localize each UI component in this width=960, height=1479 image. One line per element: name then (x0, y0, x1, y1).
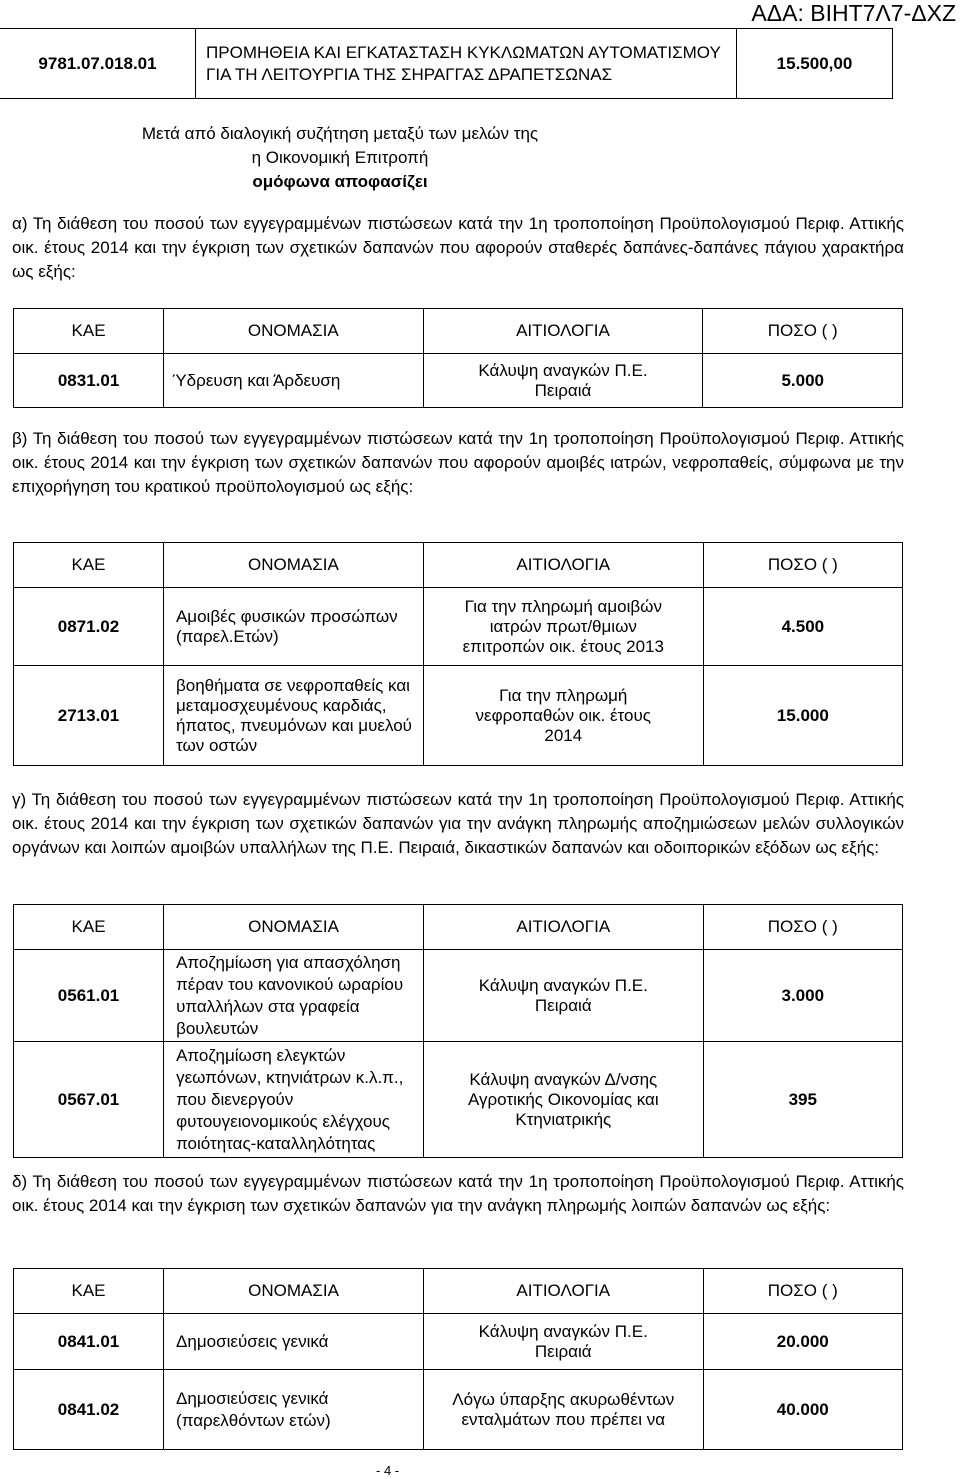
section-d-text: δ) Τη διάθεση του ποσού των εγγεγραμμένων πιστώσεων κατά την 1η τροποποίηση Προϋπολογισμού Περιφ. Αττικής οικ. έτους 2014 και την έγκριση των σχετικών δαπανών για την ανάγκη πληρωμής λοιπών δαπανών ως εξής: (12, 1172, 904, 1215)
name-cell: Δημοσιεύσεις γενικά (164, 1314, 424, 1370)
kae-cell: 0567.01 (14, 1042, 164, 1158)
kae-cell: 0841.01 (14, 1314, 164, 1370)
section-b-table (13, 542, 903, 766)
reason-cell: Κάλυψη αναγκών Π.Ε. Πειραιά (423, 1314, 703, 1370)
header-kae: ΚΑΕ (14, 1269, 164, 1314)
name-cell: βοηθήματα σε νεφροπαθείς και μεταμοσχευμένους καρδιάς, ήπατος, πνευμόνων και μυελού των οστών (163, 666, 423, 766)
amount-cell: 15.000 (703, 666, 902, 766)
header-amount: ΠΟΣΟ ( ) (703, 1269, 902, 1314)
intro-line-2: η Οικονομική Επιτροπή (251, 148, 429, 167)
reason-cell: Κάλυψη αναγκών Δ/νσης Αγροτικής Οικονομίας και Κτηνιατρικής (424, 1042, 703, 1158)
amount-cell: 3.000 (703, 950, 902, 1042)
header-amount: ΠΟΣΟ ( ) (703, 309, 903, 354)
name-cell: Αποζημίωση για απασχόληση πέραν του κανονικού ωραρίου υπαλλήλων στα γραφεία βουλευτών (164, 950, 424, 1042)
amount-cell: 20.000 (703, 1314, 902, 1370)
table-row (14, 1370, 903, 1450)
table-row (14, 666, 903, 766)
section-a-text: α) Τη διάθεση του ποσού των εγγεγραμμένων πιστώσεων κατά την 1η τροποποίηση Προϋπολογισμού Περιφ. Αττικής οικ. έτους 2014 και την έγκριση των σχετικών δαπανών που αφορούν σταθερές δαπάνες-δαπάνες πάγιου χαρακτήρα ως εξής: (12, 214, 904, 281)
header-name: ΟΝΟΜΑΣΙΑ (163, 543, 423, 588)
header-kae: ΚΑΕ (14, 309, 164, 354)
name-cell: Αποζημίωση ελεγκτών γεωπόνων, κτηνιάτρων κ.λ.π., που διενεργούν φυτουγειονομικούς ελέγχους ποιότητας-καταλληλότητας (164, 1042, 424, 1158)
header-name: ΟΝΟΜΑΣΙΑ (164, 905, 424, 950)
header-name: ΟΝΟΜΑΣΙΑ (164, 309, 423, 354)
ada-code: ΑΔΑ: ΒΙΗΤ7Λ7-ΔΧΖ (751, 0, 956, 26)
name-cell: Ύδρευση και Άρδευση (164, 354, 423, 408)
header-kae: ΚΑΕ (14, 905, 164, 950)
table-row (14, 950, 903, 1042)
amount-cell: 5.000 (703, 354, 903, 408)
amount-cell: 395 (703, 1042, 902, 1158)
kae-cell: 0831.01 (14, 354, 164, 408)
intro-line-1: Μετά από διαλογική συζήτηση μεταξύ των μελών της (141, 124, 539, 143)
amount-cell: 40.000 (703, 1370, 902, 1450)
kae-cell: 9781.07.018.01 (0, 29, 196, 99)
name-cell: Αμοιβές φυσικών προσώπων (παρελ.Ετών) (163, 588, 423, 666)
kae-cell: 2713.01 (14, 666, 164, 766)
section-c-text: γ) Τη διάθεση του ποσού των εγγεγραμμένων πιστώσεων κατά την 1η τροποποίηση Προϋπολογισμού Περιφ. Αττικής οικ. έτους 2014 και την έγκριση των σχετικών δαπανών για την ανάγκη πληρωμής αποζημιώσεων μελών συλλογικών οργάνων και λοιπών αμοιβών υπαλλήλων της Π.Ε. Πειραιά, δικαστικών δαπανών και οδοιπορικών εξόδων ως εξής: (12, 790, 904, 857)
kae-cell: 0561.01 (14, 950, 164, 1042)
header-reason: ΑΙΤΙΟΛΟΓΙΑ (423, 309, 703, 354)
header-kae: ΚΑΕ (14, 543, 164, 588)
header-reason: ΑΙΤΙΟΛΟΓΙΑ (423, 543, 703, 588)
header-name: ΟΝΟΜΑΣΙΑ (164, 1269, 424, 1314)
header-reason: ΑΙΤΙΟΛΟΓΙΑ (424, 905, 703, 950)
reason-cell: Κάλυψη αναγκών Π.Ε. Πειραιά (424, 950, 703, 1042)
page-number: - 4 - (376, 1463, 400, 1478)
kae-cell: 0871.02 (14, 588, 164, 666)
reason-cell: Λόγω ύπαρξης ακυρωθέντων ενταλμάτων που πρέπει να (423, 1370, 703, 1450)
table-row (14, 354, 903, 408)
section-c-table (13, 904, 903, 1158)
name-cell: ΠΡΟΜΗΘΕΙΑ ΚΑΙ ΕΓΚΑΤΑΣΤΑΣΗ ΚΥΚΛΩΜΑΤΩΝ ΑΥΤΟΜΑΤΙΣΜΟΥ ΓΙΑ ΤΗ ΛΕΙΤΟΥΡΓΙΑ ΤΗΣ ΣΗΡΑΓΓΑΣ ΔΡΑΠΕΤΣΩΝΑΣ (196, 29, 737, 99)
section-d-table (13, 1268, 903, 1450)
section-b-text: β) Τη διάθεση του ποσού των εγγεγραμμένων πιστώσεων κατά την 1η τροποποίηση Προϋπολογισμού Περιφ. Αττικής οικ. έτους 2014 και την έγκριση των σχετικών δαπανών που αφορούν αμοιβές ιατρών, νεφροπαθείς, σύμφωνα με την επιχορήγηση του κρατικού προϋπολογισμού ως εξής: (12, 429, 904, 496)
amount-cell: 4.500 (703, 588, 902, 666)
name-cell: Δημοσιεύσεις γενικά (παρελθόντων ετών) (164, 1370, 424, 1450)
header-amount: ΠΟΣΟ ( ) (703, 905, 902, 950)
intro-line-3: ομόφωνα αποφασίζει (252, 172, 428, 191)
table-row (14, 1314, 903, 1370)
reason-cell: Για την πληρωμή νεφροπαθών οικ. έτους 2014 (423, 666, 703, 766)
section-a-table (13, 308, 903, 408)
top-row-table (0, 28, 893, 99)
kae-cell: 0841.02 (14, 1370, 164, 1450)
table-row (14, 1042, 903, 1158)
reason-cell: Κάλυψη αναγκών Π.Ε. Πειραιά (423, 354, 703, 408)
header-amount: ΠΟΣΟ ( ) (703, 543, 902, 588)
amount-cell: 15.500,00 (737, 29, 893, 99)
table-row (14, 588, 903, 666)
reason-cell: Για την πληρωμή αμοιβών ιατρών πρωτ/θμιων επιτροπών οικ. έτους 2013 (423, 588, 703, 666)
header-reason: ΑΙΤΙΟΛΟΓΙΑ (423, 1269, 703, 1314)
